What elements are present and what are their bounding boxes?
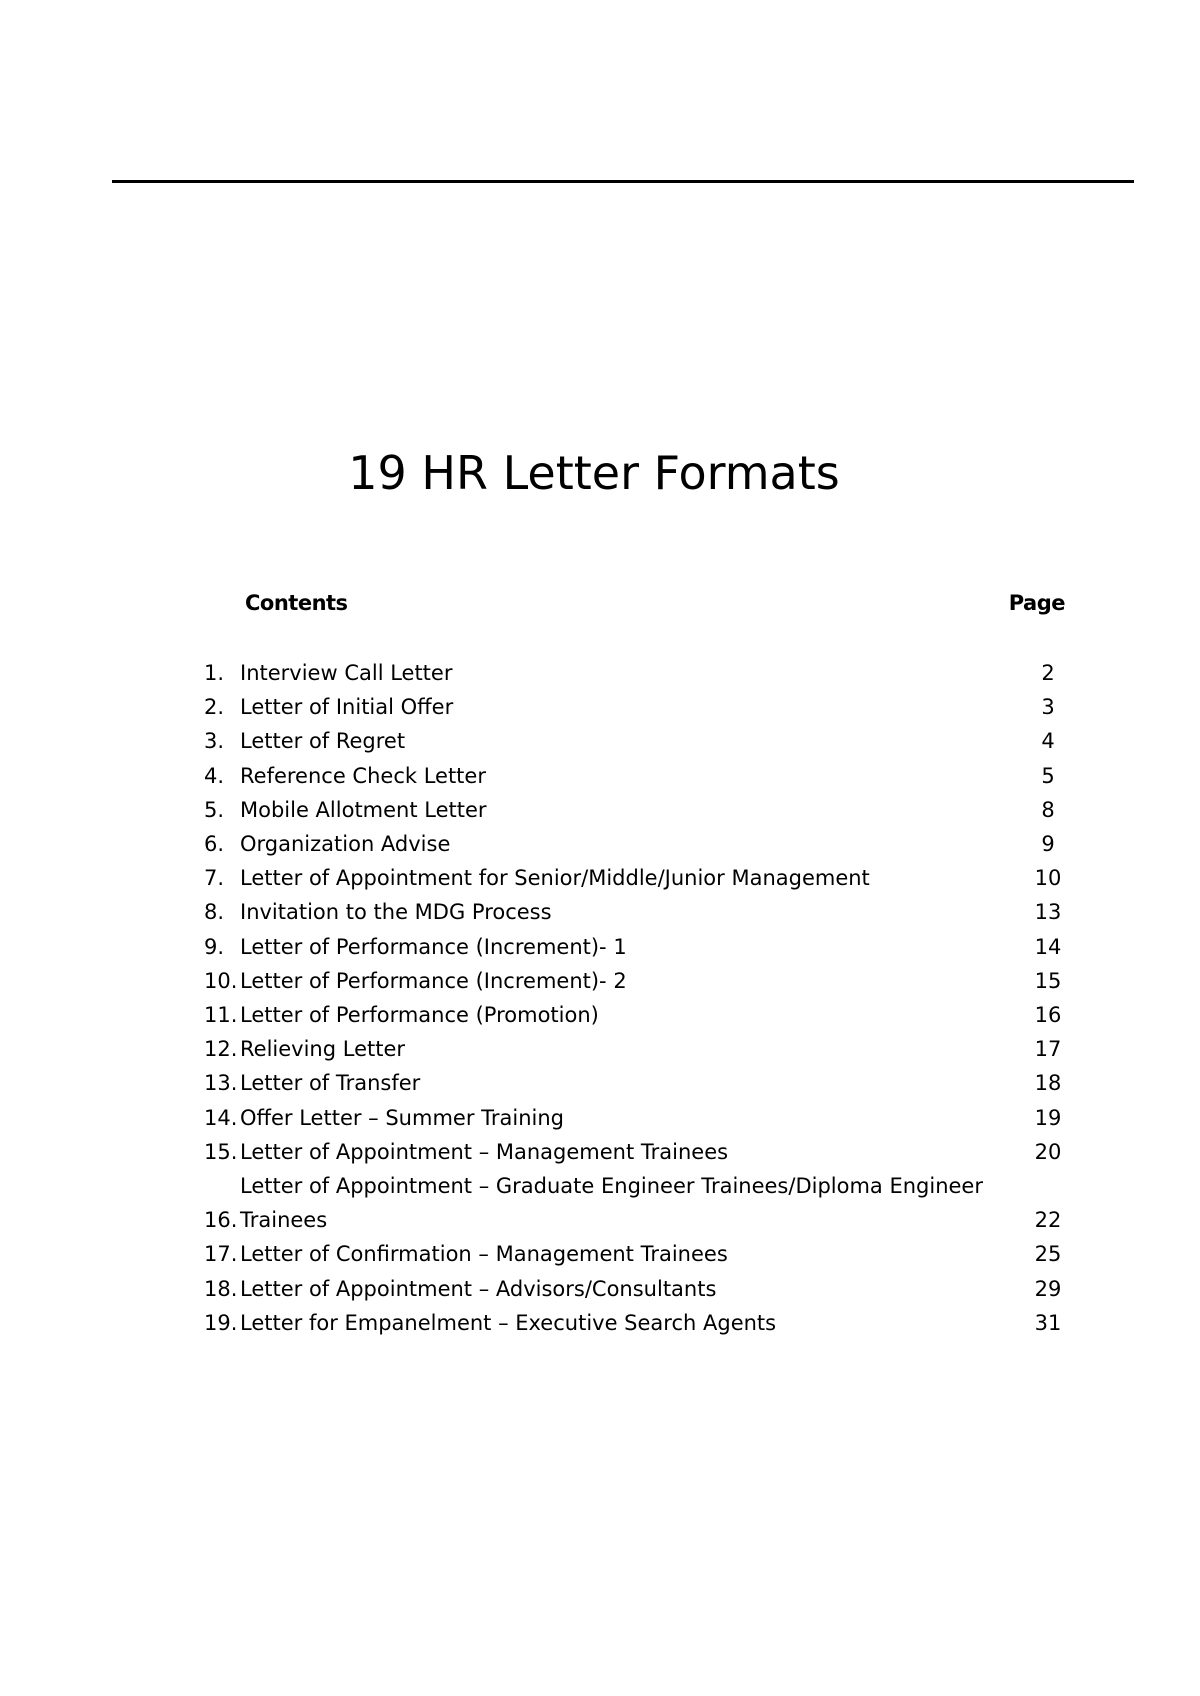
toc-entry <box>204 964 1078 998</box>
toc-entry-page: 5 <box>1041 763 1055 788</box>
toc-entry <box>204 1135 1078 1169</box>
toc-entry-page: 13 <box>1034 900 1062 925</box>
toc-entry-page: 3 <box>1041 695 1055 720</box>
toc-entry-title: Organization Advise <box>240 832 451 857</box>
toc-entry <box>204 930 1078 964</box>
toc-entry-page: 17 <box>1034 1037 1062 1062</box>
toc-entry-title: Letter of Appointment – Advisors/Consultants <box>240 1276 717 1301</box>
toc-entry-title: Letter of Performance (Promotion) <box>240 1003 599 1028</box>
toc-entry-page: 31 <box>1034 1310 1062 1335</box>
toc-entry-number: 19. <box>204 1310 238 1335</box>
toc-entry <box>204 724 1078 758</box>
toc-entry-number: 14. <box>204 1105 238 1130</box>
table-of-contents <box>204 656 1078 1340</box>
toc-entry <box>204 861 1078 895</box>
toc-entry-page: 10 <box>1034 866 1062 891</box>
toc-entry-title: Letter of Appointment for Senior/Middle/Junior Management <box>240 866 870 891</box>
toc-entry-number: 11. <box>204 1003 238 1028</box>
toc-entry-number: 7. <box>204 866 225 891</box>
toc-entry-title: Invitation to the MDG Process <box>240 900 552 925</box>
toc-entry-number: 4. <box>204 763 225 788</box>
toc-entry-number: 3. <box>204 729 225 754</box>
toc-entry-page: 29 <box>1034 1276 1062 1301</box>
toc-entry-page: 19 <box>1034 1105 1062 1130</box>
toc-entry-page: 4 <box>1041 729 1055 754</box>
toc-entry <box>204 998 1078 1032</box>
toc-entry <box>204 1066 1078 1100</box>
toc-entry <box>204 1306 1078 1340</box>
toc-entry-title-line1: Letter of Appointment – Graduate Engineer Trainees/Diploma Engineer <box>240 1174 983 1199</box>
toc-entry-page: 2 <box>1041 661 1055 685</box>
toc-entry-number: 10. <box>204 968 238 993</box>
toc-entry-title: Letter of Regret <box>240 729 406 754</box>
toc-entry <box>204 1101 1078 1135</box>
toc-entry-number: 9. <box>204 934 225 959</box>
toc-entry-page: 8 <box>1041 797 1055 822</box>
toc-entry <box>204 759 1078 793</box>
toc-entry-page: 9 <box>1041 832 1055 857</box>
toc-entry-title: Letter of Transfer <box>240 1071 421 1096</box>
toc-entry <box>204 895 1078 929</box>
toc-entry <box>204 793 1078 827</box>
toc-entry-number: 18. <box>204 1276 238 1301</box>
toc-entry-title-line2: Trainees <box>240 1208 328 1233</box>
toc-entry-page: 15 <box>1034 968 1062 993</box>
toc-entry-title: Reference Check Letter <box>240 763 486 788</box>
toc-entry <box>204 1237 1078 1271</box>
toc-page-heading: Page <box>1008 591 1065 615</box>
toc-entry-title: Offer Letter – Summer Training <box>240 1105 564 1130</box>
toc-entry <box>204 827 1078 861</box>
toc-entry-page: 25 <box>1034 1242 1062 1267</box>
toc-entry-number: 17. <box>204 1242 238 1267</box>
toc-entry-number: 2. <box>204 695 225 720</box>
toc-entry <box>204 656 1078 690</box>
toc-entry <box>204 1032 1078 1066</box>
toc-entry-page: 20 <box>1034 1139 1062 1164</box>
toc-entry-title: Letter of Performance (Increment)- 1 <box>240 934 627 959</box>
toc-entry-page: 18 <box>1034 1071 1062 1096</box>
toc-header <box>245 588 1065 618</box>
toc-entry-title <box>240 1169 1018 1237</box>
toc-entry-number: 6. <box>204 832 225 857</box>
toc-entry-page: 22 <box>1034 1208 1062 1233</box>
toc-entry <box>204 1169 1078 1237</box>
toc-entry-title: Letter for Empanelment – Executive Search Agents <box>240 1310 777 1335</box>
toc-entry-number: 1. <box>204 661 225 685</box>
toc-entry-page: 14 <box>1034 934 1062 959</box>
toc-entry-title: Letter of Performance (Increment)- 2 <box>240 968 627 993</box>
toc-entry-title: Interview Call Letter <box>240 661 453 685</box>
toc-entry-number: 12. <box>204 1037 238 1062</box>
toc-entry-title: Relieving Letter <box>240 1037 406 1062</box>
toc-entry <box>204 1272 1078 1306</box>
toc-entry-number: 5. <box>204 797 225 822</box>
toc-entry-title: Letter of Confirmation – Management Trainees <box>240 1242 728 1267</box>
toc-entry-number: 8. <box>204 900 225 925</box>
toc-entry-number: 15. <box>204 1139 238 1164</box>
toc-entry-number: 16. <box>204 1208 238 1233</box>
top-horizontal-rule <box>112 180 1134 183</box>
toc-entry <box>204 690 1078 724</box>
toc-entry-page: 16 <box>1034 1003 1062 1028</box>
toc-entry-number: 13. <box>204 1071 238 1096</box>
toc-entry-title: Letter of Appointment – Management Trainees <box>240 1139 729 1164</box>
toc-contents-heading: Contents <box>245 591 348 615</box>
toc-entry-title: Mobile Allotment Letter <box>240 797 487 822</box>
document-title: 19 HR Letter Formats <box>348 445 840 500</box>
toc-entry-title: Letter of Initial Offer <box>240 695 454 720</box>
